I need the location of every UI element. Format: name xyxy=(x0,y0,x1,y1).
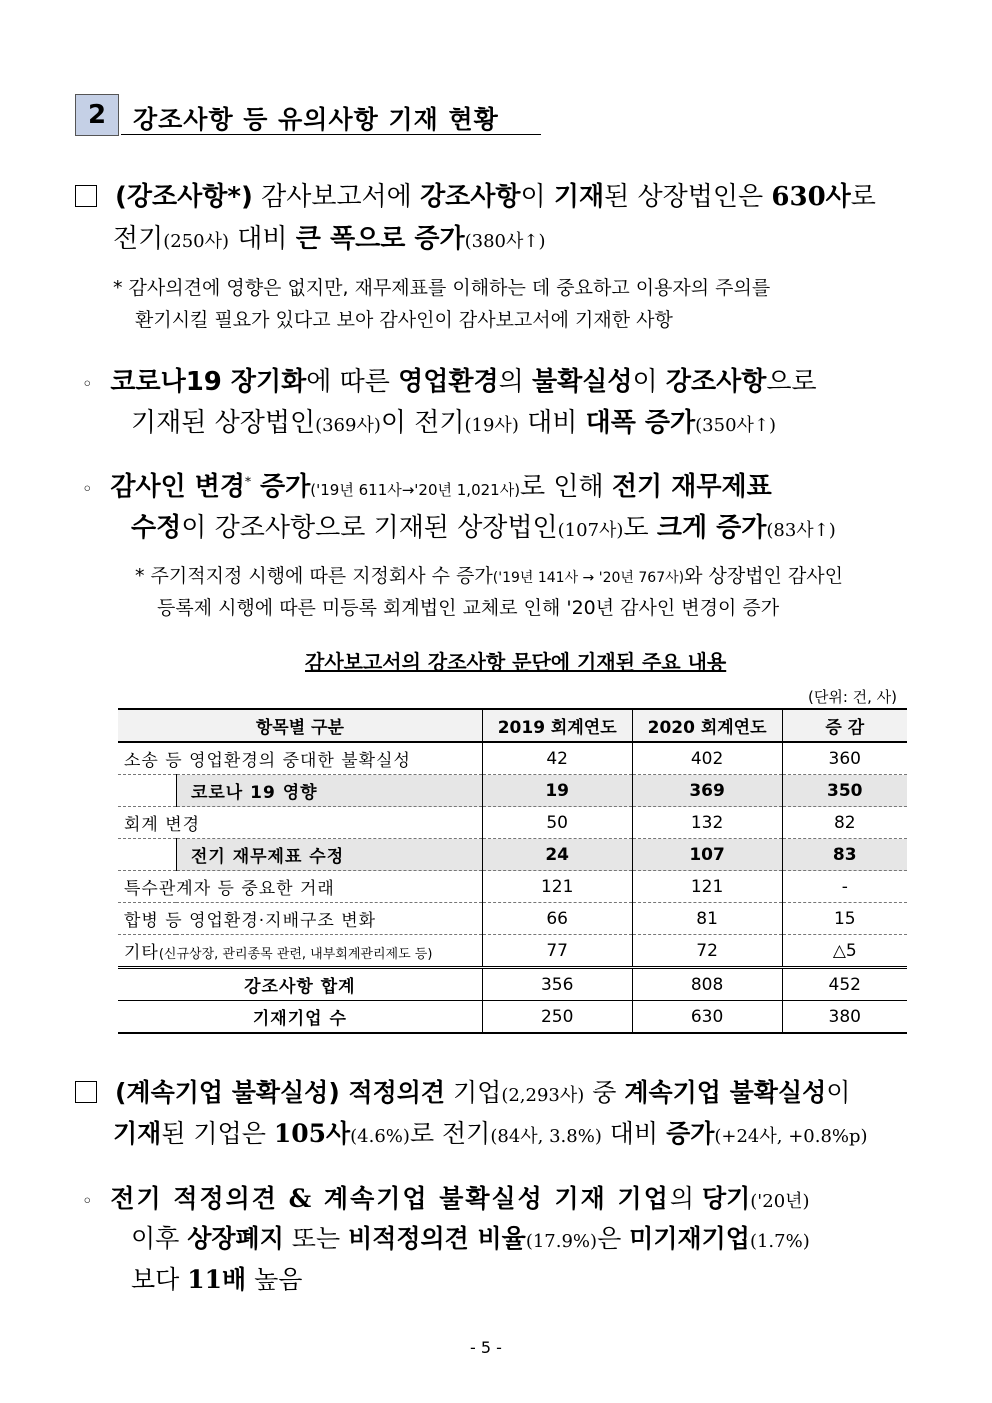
header-category: 항목별 구분 xyxy=(118,709,482,742)
cell-2019: 19 xyxy=(482,775,632,807)
row-label: 코로나 19 영향 xyxy=(176,775,482,807)
cell-change: 360 xyxy=(782,742,907,775)
paragraph-auditor-change-line-1: ◦ 감사인 변경* 증가('19년 611사→'20년 1,021사)로 인해 전기 재무제표 xyxy=(82,472,772,502)
row-label: 회계 변경 xyxy=(118,807,482,839)
table-row xyxy=(118,742,907,775)
cell-change: - xyxy=(782,871,907,903)
footnote-emphasis-definition-line-1: * 감사의견에 영향은 없지만, 재무제표를 이해하는 데 중요하고 이용자의 주의를 xyxy=(113,277,771,299)
paragraph-covid-line-2: 기재된 상장법인(369사)이 전기(19사) 대비 대폭 증가(350사↑) xyxy=(131,408,777,438)
row-label: 기타(신규상장, 관리종목 관련, 내부회계관리제도 등) xyxy=(118,935,482,968)
table-title: 감사보고서의 강조사항 문단에 기재된 주요 내용 xyxy=(305,650,727,674)
table-companies-row xyxy=(118,1001,907,1034)
cell-2020: 107 xyxy=(632,839,782,871)
cell-change: 380 xyxy=(782,1001,907,1034)
cell-2019: 50 xyxy=(482,807,632,839)
paragraph-emphasis-line-1: (강조사항*) 감사보고서에 강조사항이 기재된 상장법인은 630사로 xyxy=(75,176,876,213)
checkbox-bullet-icon xyxy=(75,185,97,207)
cell-2020: 72 xyxy=(632,935,782,968)
section-title-underline xyxy=(121,134,541,135)
table-header-row xyxy=(118,709,907,742)
indent-cell xyxy=(118,775,176,807)
cell-change: 350 xyxy=(782,775,907,807)
cell-change: 82 xyxy=(782,807,907,839)
cell-change: △5 xyxy=(782,935,907,968)
header-2020: 2020 회계연도 xyxy=(632,709,782,742)
table-row-sub xyxy=(118,775,907,807)
cell-2019: 250 xyxy=(482,1001,632,1034)
paragraph-delisting-line-2: 이후 상장폐지 또는 비적정의견 비율(17.9%)은 미기재기업(1.7%) xyxy=(131,1224,810,1253)
table-total-row xyxy=(118,968,907,1001)
row-label: 기재기업 수 xyxy=(118,1001,482,1034)
cell-2019: 121 xyxy=(482,871,632,903)
paragraph-going-concern-line-1: (계속기업 불확실성) 적정의견 기업(2,293사) 중 계속기업 불확실성이 xyxy=(75,1073,850,1109)
paragraph-going-concern-line-2: 기재된 기업은 105사(4.6%)로 전기(84사, 3.8%) 대비 증가(+24사, +0.8%p) xyxy=(113,1119,868,1148)
row-label: 특수관계자 등 중요한 거래 xyxy=(118,871,482,903)
cell-2019: 66 xyxy=(482,903,632,935)
paragraph-auditor-change-line-2: 수정이 강조사항으로 기재된 상장법인(107사)도 크게 증가(83사↑) xyxy=(131,513,836,543)
table-row xyxy=(118,807,907,839)
cell-2020: 808 xyxy=(632,968,782,1001)
cell-2020: 132 xyxy=(632,807,782,839)
cell-2020: 369 xyxy=(632,775,782,807)
page-number: - 5 - xyxy=(470,1338,502,1357)
cell-change: 83 xyxy=(782,839,907,871)
footnote-emphasis-definition-line-2: 환기시킬 필요가 있다고 보아 감사인이 감사보고서에 기재한 사항 xyxy=(135,309,673,331)
paragraph-delisting-line-1: ◦ 전기 적정의견 & 계속기업 불확실성 기재 기업의 당기('20년) xyxy=(82,1184,810,1213)
cell-2019: 24 xyxy=(482,839,632,871)
cell-2020: 81 xyxy=(632,903,782,935)
emphasis-items-table xyxy=(118,708,907,1034)
indent-cell xyxy=(118,839,176,871)
cell-2019: 42 xyxy=(482,742,632,775)
table-unit: (단위: 건, 사) xyxy=(808,688,898,706)
cell-2019: 77 xyxy=(482,935,632,968)
row-label: 소송 등 영업환경의 중대한 불확실성 xyxy=(118,742,482,775)
row-label: 강조사항 합계 xyxy=(118,968,482,1001)
checkbox-bullet-icon xyxy=(75,1081,97,1103)
table-row xyxy=(118,903,907,935)
header-change: 증 감 xyxy=(782,709,907,742)
table-row xyxy=(118,935,907,968)
paragraph-covid-line-1: ◦ 코로나19 장기화에 따른 영업환경의 불확실성이 강조사항으로 xyxy=(82,367,817,397)
paragraph-delisting-line-3: 보다 11배 높음 xyxy=(131,1265,303,1294)
row-label: 전기 재무제표 수정 xyxy=(176,839,482,871)
cell-2019: 356 xyxy=(482,968,632,1001)
row-label: 합병 등 영업환경·지배구조 변화 xyxy=(118,903,482,935)
table-row xyxy=(118,871,907,903)
row-label-note: (신규상장, 관리종목 관련, 내부회계관리제도 등) xyxy=(158,947,433,962)
section-number: 2 xyxy=(75,94,119,136)
paragraph-emphasis-line-2: 전기(250사) 대비 큰 폭으로 증가(380사↑) xyxy=(113,224,546,254)
cell-2020: 630 xyxy=(632,1001,782,1034)
footnote-auditor-change-line-2: 등록제 시행에 따른 미등록 회계법인 교체로 인해 '20년 감사인 변경이 증가 xyxy=(157,597,780,619)
cell-change: 15 xyxy=(782,903,907,935)
table-row-sub xyxy=(118,839,907,871)
cell-change: 452 xyxy=(782,968,907,1001)
header-2019: 2019 회계연도 xyxy=(482,709,632,742)
section-title: 강조사항 등 유의사항 기재 현황 xyxy=(133,105,499,134)
footnote-auditor-change-line-1: * 주기적지정 시행에 따른 지정회사 수 증가('19년 141사 → '20년 767사)와 상장법인 감사인 xyxy=(135,565,844,587)
cell-2020: 402 xyxy=(632,742,782,775)
cell-2020: 121 xyxy=(632,871,782,903)
